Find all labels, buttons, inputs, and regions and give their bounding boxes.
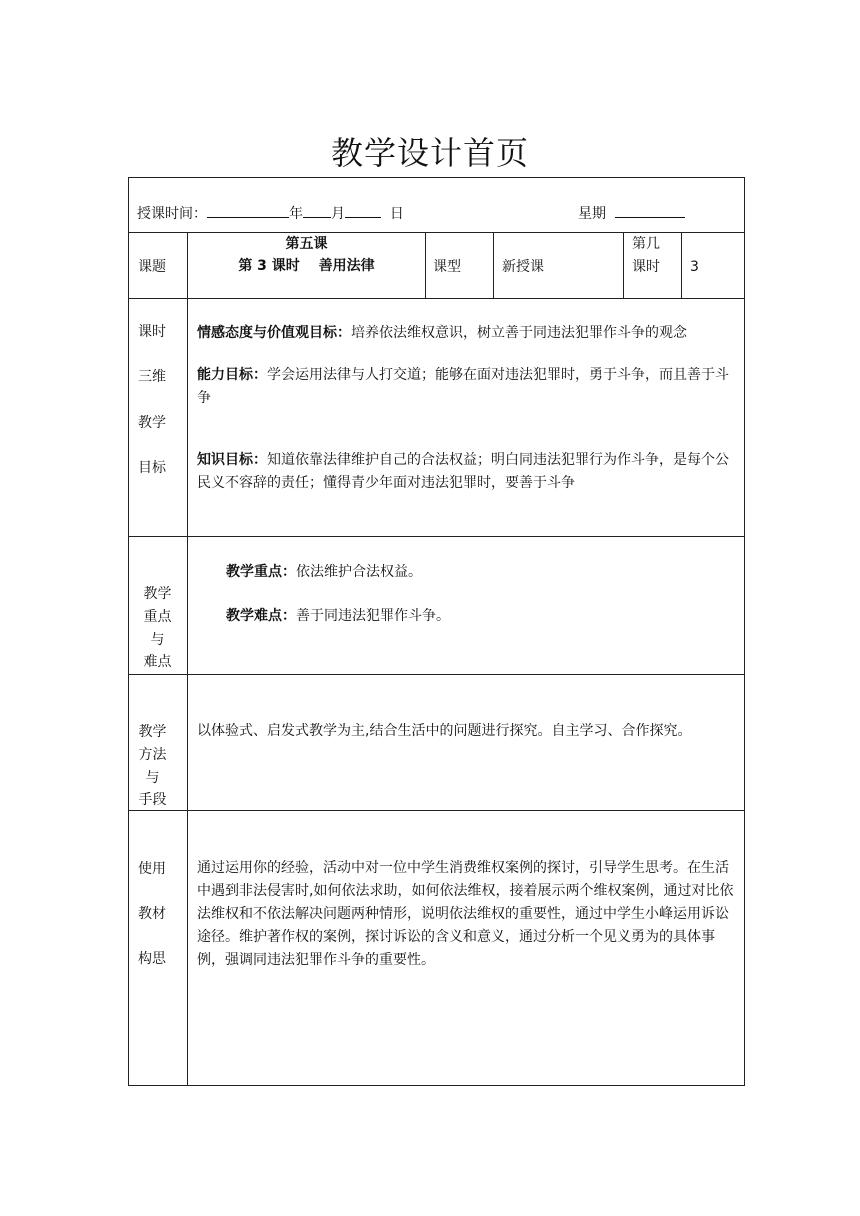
materials-label-line: 构思 [138, 951, 166, 967]
emotion-goal [197, 322, 737, 345]
weekday-group [578, 202, 685, 225]
goals-label-line: 教学 [138, 415, 166, 431]
row-divider [128, 298, 745, 299]
methods-label-line: 教学 [138, 724, 167, 740]
goals-label-line: 课时 [138, 324, 166, 340]
topic-label: 课题 [138, 259, 166, 275]
date-blank[interactable] [207, 202, 289, 218]
materials-label-line: 使用 [138, 861, 166, 877]
key-heading: 教学重点： [226, 564, 296, 580]
knowledge-heading: 知识目标： [197, 452, 267, 468]
ability-text: 学会运用法律与人打交道；能够在面对违法犯罪时，勇于斗争，而且善于斗争 [197, 367, 729, 406]
methods-label-line: 与 [145, 770, 160, 786]
column-divider [623, 232, 624, 298]
key-text: 依法维护合法权益。 [296, 564, 422, 580]
type-value: 新授课 [502, 259, 544, 275]
keypoints-label-line: 重点 [143, 609, 172, 625]
difficult-point [226, 605, 450, 627]
column-divider [425, 232, 426, 298]
methods-label-line: 手段 [138, 792, 167, 808]
difficult-text: 善于同违法犯罪作斗争。 [296, 608, 450, 624]
difficult-heading: 教学难点： [226, 608, 296, 624]
day-blank[interactable] [345, 202, 381, 218]
day-label: 日 [389, 206, 404, 222]
row-divider [128, 810, 745, 811]
lesson-name: 第五课 [285, 236, 328, 252]
emotion-heading: 情感态度与价值观目标： [197, 325, 351, 341]
ability-goal [197, 364, 739, 410]
weekday-blank[interactable] [615, 202, 685, 218]
weekday-label: 星期 [578, 206, 606, 222]
column-divider [187, 232, 188, 1086]
month-blank[interactable] [303, 202, 331, 218]
emotion-text: 培养依法维权意识，树立善于同违法犯罪作斗争的观念 [351, 325, 687, 341]
time-label: 授课时间： [137, 206, 207, 222]
key-point [226, 561, 422, 583]
type-label: 课型 [433, 259, 461, 275]
methods-text: 以体验式、启发式教学为主,结合生活中的问题进行探究。自主学习、合作探究。 [197, 723, 692, 739]
month-label: 月 [331, 206, 345, 222]
knowledge-goal [197, 449, 739, 495]
column-divider [681, 232, 682, 298]
ability-heading: 能力目标： [197, 367, 267, 383]
row-divider [128, 674, 745, 675]
lesson-subtitle: 第 3 课时 善用法律 [238, 258, 375, 274]
date-row [137, 202, 404, 225]
page-title: 教学设计首页 [330, 134, 529, 172]
keypoints-label-line: 难点 [143, 654, 172, 670]
goals-label-line: 三维 [138, 369, 166, 385]
goals-label-line: 目标 [138, 460, 166, 476]
knowledge-text: 知道依靠法律维护自己的合法权益；明白同违法犯罪行为作斗争，是每个公民义不容辞的责任；懂得青少年面对违法犯罪时，要善于斗争 [197, 452, 729, 491]
column-divider [493, 232, 494, 298]
materials-label-line: 教材 [138, 906, 166, 922]
period-value: 3 [690, 259, 699, 275]
period-label-2: 课时 [632, 259, 660, 275]
materials-text: 通过运用你的经验，活动中对一位中学生消费维权案例的探讨，引导学生思考。在生活中遇到非法侵害时,如何依法求助，如何依法维权，接着展示两个维权案例，通过对比依法维权和不依法解决问题两种情形，说明依法维权的重要性，通过中学生小峰运用诉讼途径。维护著作权的案例，探讨诉讼的含义和意义，通过分析一个见义勇为的具体事例，强调同违法犯罪作斗争的重要性。 [197, 860, 734, 968]
keypoints-label-line: 与 [150, 632, 165, 648]
keypoints-label-line: 教学 [143, 586, 172, 602]
row-divider [128, 536, 745, 537]
year-label: 年 [289, 206, 303, 222]
methods-label-line: 方法 [138, 747, 167, 763]
period-label-1: 第几 [632, 236, 660, 252]
